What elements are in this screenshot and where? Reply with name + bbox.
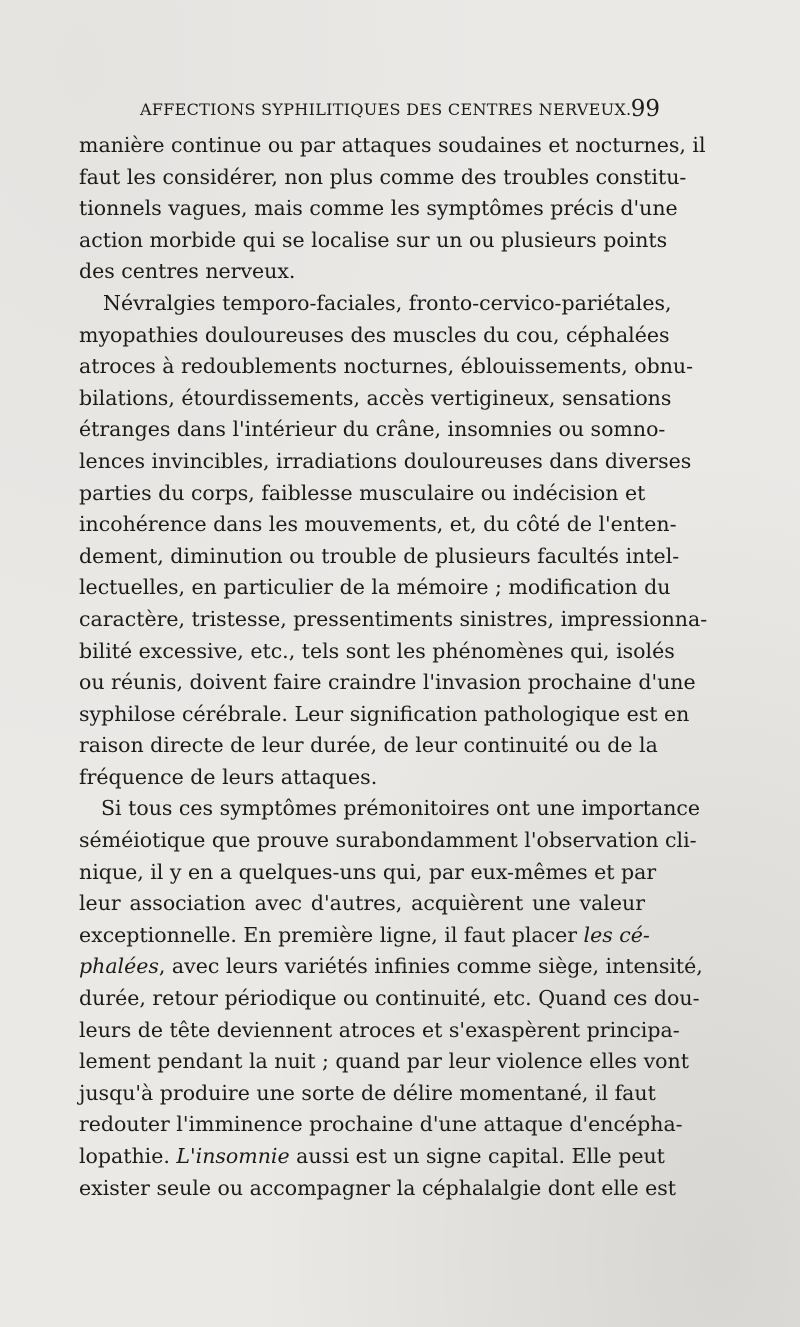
text-line: leurs de tête deviennent atroces et s'exaspèrent principa- <box>79 1017 680 1042</box>
text-line: incohérence dans les mouvements, et, du côté de l'enten- <box>79 512 677 537</box>
text-line: redouter l'imminence prochaine d'une attaque d'encépha- <box>79 1112 683 1137</box>
italic-term: phalées <box>79 954 159 979</box>
text-line: raison directe de leur durée, de leur continuité ou de la <box>79 733 658 758</box>
text-line: durée, retour périodique ou continuité, etc. Quand ces dou- <box>79 986 700 1011</box>
text-run: lopathie. <box>79 1144 177 1168</box>
text-line: Si tous ces symptômes prémonitoires ont une importance <box>101 796 701 821</box>
text-line: séméiotique que prouve surabondamment l'observation cli- <box>79 828 697 853</box>
text-line: ou réunis, doivent faire craindre l'invasion prochaine d'une <box>79 670 696 695</box>
text-line: syphilose cérébrale. Leur signification pathologique est en <box>79 701 690 726</box>
text-line: nique, il y en a quelques-uns qui, par eux-mêmes et par <box>79 859 657 884</box>
italic-term: les cé- <box>583 922 650 947</box>
text-run: aussi est un signe capital. Elle peut <box>289 1144 665 1168</box>
page-header <box>140 96 660 124</box>
text-line <box>79 951 703 983</box>
text-line: bilations, étourdissements, accès vertigineux, sensations <box>79 385 672 410</box>
text-line: action morbide qui se localise sur un ou plusieurs points <box>79 227 668 252</box>
text-line: fréquence de leurs attaques. <box>79 764 378 789</box>
text-line: parties du corps, faiblesse musculaire ou indécision et <box>79 480 646 505</box>
text-line: Névralgies temporo-faciales, fronto-cervico-pariétales, <box>103 290 672 315</box>
text-line: des centres nerveux. <box>79 259 296 284</box>
text-line <box>79 1141 665 1173</box>
text-line <box>79 920 650 952</box>
text-line: myopathies douloureuses des muscles du cou, céphalées <box>79 322 670 347</box>
text-line: manière continue ou par attaques soudaines et nocturnes, il <box>79 133 706 157</box>
running-title: AFFECTIONS SYPHILITIQUES DES CENTRES NERVEUX. <box>140 100 632 119</box>
text-line: bilité excessive, etc., tels sont les phénomènes qui, isolés <box>79 638 675 663</box>
text-line: exister seule ou accompagner la céphalalgie dont elle est <box>79 1175 676 1200</box>
text-line: jusqu'à produire une sorte de délire momentané, il faut <box>79 1080 656 1105</box>
text-line: étranges dans l'intérieur du crâne, insomnies ou somno- <box>79 417 666 442</box>
text-line: atroces à redoublements nocturnes, éblouissements, obnu- <box>79 354 694 379</box>
text-line: dement, diminution ou trouble de plusieurs facultés intel- <box>79 543 680 568</box>
body-text <box>79 130 708 1204</box>
text-line: lences invincibles, irradiations douloureuses dans diverses <box>79 448 692 473</box>
text-run: exceptionnelle. En première ligne, il faut placer <box>79 922 584 947</box>
text-run: , avec leurs variétés infinies comme siège, intensité, <box>158 954 703 979</box>
text-line: lement pendant la nuit ; quand par leur violence elles vont <box>79 1049 689 1074</box>
text-line: lectuelles, en particulier de la mémoire ; modification du <box>79 575 671 600</box>
page-number: 99 <box>630 96 660 122</box>
text-line: caractère, tristesse, pressentiments sinistres, impressionna- <box>79 606 708 631</box>
italic-term: L'insomnie <box>176 1144 290 1168</box>
text-line: faut les considérer, non plus comme des troubles constitu- <box>79 164 687 189</box>
text-line: tionnels vagues, mais comme les symptômes précis d'une <box>79 196 678 221</box>
text-line: leur association avec d'autres, acquièrent une valeur <box>79 891 645 916</box>
